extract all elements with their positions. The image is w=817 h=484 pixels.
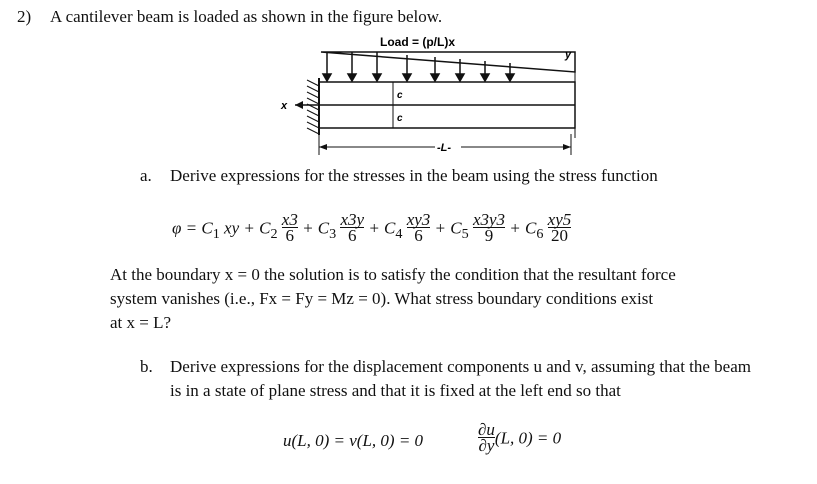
- f3-denominator: 6: [407, 227, 431, 243]
- boundary-condition-1: u(L, 0) = v(L, 0) = 0: [283, 431, 424, 450]
- problem-intro: A cantilever beam is loaded as shown in the figure below.: [50, 7, 443, 26]
- fraction-x3-6: [282, 212, 298, 243]
- fixed-wall: [307, 78, 319, 135]
- problem-number: 2): [17, 7, 32, 26]
- c5-subscript: 5: [461, 225, 469, 242]
- c3-term: + C: [302, 218, 330, 238]
- load-arrows: [323, 52, 514, 81]
- c6-subscript: 6: [536, 225, 544, 242]
- part-b-marker: b.: [140, 357, 153, 376]
- f4-numerator: x3y3: [472, 210, 506, 229]
- stress-function-equation: [172, 210, 572, 245]
- c3-subscript: 3: [329, 225, 337, 242]
- fraction-xy5-20: [548, 212, 572, 243]
- boundary-line-3: at x = L?: [110, 313, 172, 332]
- phi-term: φ = C: [172, 218, 213, 238]
- length-right-arrow: [563, 144, 571, 150]
- bc2-numerator: ∂u: [478, 420, 495, 439]
- bc2-rest: (L, 0) = 0: [494, 428, 562, 448]
- y-axis-label: y: [565, 49, 572, 61]
- fraction-x3y3-9: [473, 212, 505, 243]
- xy-c2-term: xy + C: [224, 218, 271, 238]
- c-top-label: c: [397, 90, 403, 101]
- c-bottom-label: c: [397, 113, 403, 124]
- fraction-x3y-6: [340, 212, 364, 243]
- part-a-marker: a.: [140, 166, 152, 185]
- load-distribution: [321, 52, 575, 72]
- c4-term: + C: [368, 218, 396, 238]
- partial-derivative-fraction: [478, 422, 495, 453]
- c1-subscript: 1: [212, 225, 220, 242]
- length-label: -L-: [437, 142, 452, 154]
- f1-numerator: x3: [281, 210, 298, 229]
- x-axis-label: x: [281, 100, 288, 112]
- part-b-line-1: Derive expressions for the displacement components u and v, assuming that the beam: [170, 357, 751, 376]
- c5-term: + C: [434, 218, 462, 238]
- length-left-arrow: [319, 144, 327, 150]
- part-b-line-2: is in a state of plane stress and that it is fixed at the left end so that: [170, 381, 621, 400]
- c4-subscript: 4: [395, 225, 403, 242]
- beam-figure: [275, 30, 585, 160]
- part-a-text: Derive expressions for the stresses in the beam using the stress function: [170, 166, 658, 185]
- boundary-condition-2: [478, 420, 562, 455]
- boundary-line-1: At the boundary x = 0 the solution is to satisfy the condition that the resultant force: [110, 265, 676, 284]
- x-axis-arrow: [295, 101, 303, 109]
- f5-numerator: xy5: [547, 210, 572, 229]
- boundary-line-2: system vanishes (i.e., Fx = Fy = Mz = 0). What stress boundary conditions exist: [110, 289, 654, 308]
- f5-denominator: 20: [548, 227, 572, 243]
- f4-denominator: 9: [473, 227, 505, 243]
- bc2-denominator: ∂y: [478, 436, 495, 455]
- f2-numerator: x3y: [340, 210, 365, 229]
- c2-subscript: 2: [270, 225, 278, 242]
- load-label: Load = (p/L)x: [380, 35, 455, 49]
- f1-denominator: 6: [282, 227, 298, 243]
- beam-diagram-svg: [275, 30, 585, 160]
- fraction-xy3-6: [407, 212, 431, 243]
- f2-denominator: 6: [340, 227, 364, 243]
- c6-term: + C: [509, 218, 537, 238]
- f3-numerator: xy3: [406, 210, 431, 229]
